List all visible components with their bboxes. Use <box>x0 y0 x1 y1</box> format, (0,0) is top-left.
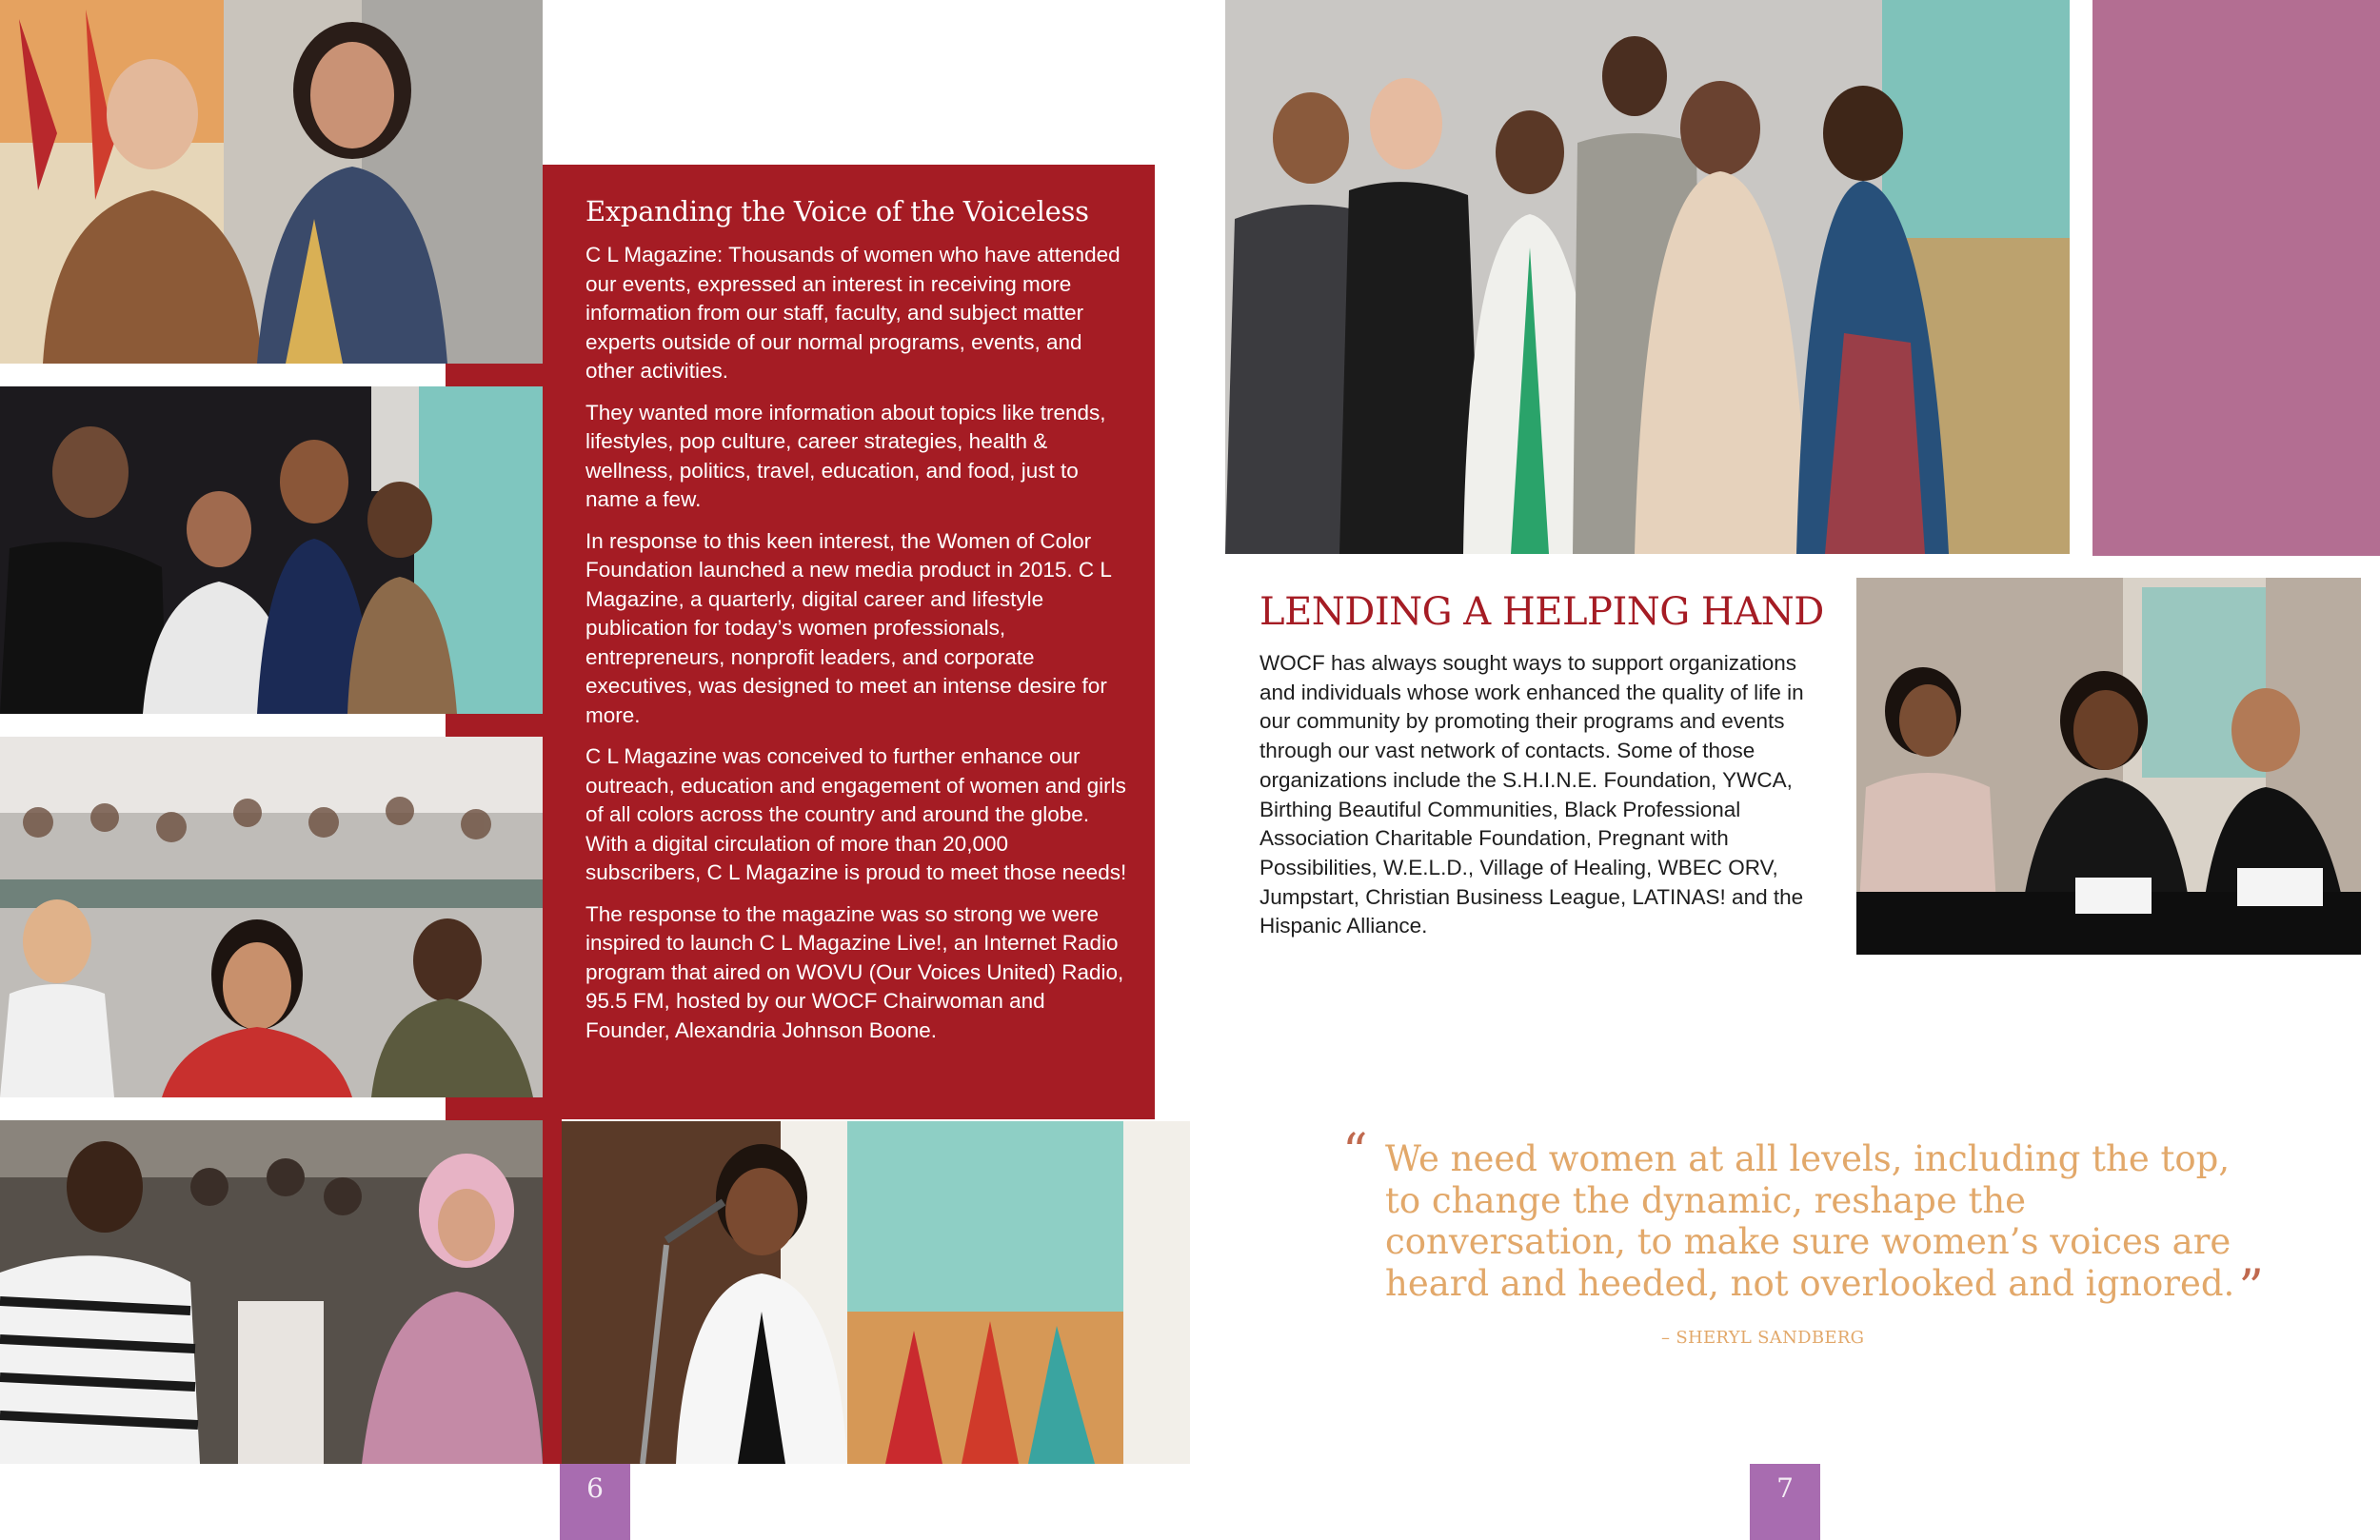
red-strip-2 <box>446 714 550 737</box>
article-paragraph: In response to this keen interest, the Women of Color Foundation launched a new media product in 2015. C L Magazine, a quarterly, digital career and lifestyle publication for today’s women professionals, entrepreneurs, nonprofit leaders, and corporate executives, was designed to meet an intense desire for more. <box>585 528 1112 727</box>
article-paragraph: They wanted more information about topics like trends, lifestyles, pop culture, career strategies, health & wellness, politics, travel, education, and food, just to name a few. <box>585 400 1106 511</box>
page-number-right: 7 <box>1750 1464 1820 1540</box>
photo-group <box>1225 0 2070 554</box>
quote-author: – SHERYL SANDBERG <box>1661 1328 1865 1348</box>
photo-four-women <box>0 386 543 714</box>
red-strip-4 <box>543 1114 562 1464</box>
article-voice-of-voiceless <box>543 165 1155 1119</box>
decorative-mauve-block <box>2092 0 2380 556</box>
photo-panel <box>1856 578 2361 955</box>
article-paragraph: C L Magazine: Thousands of women who have attended our events, expressed an interest in receiving more information from our staff, faculty, and subject matter experts outside of our normal programs, events, and other activities. <box>585 243 1121 383</box>
photo-networking <box>0 1120 543 1464</box>
pull-quote <box>1342 1124 2264 1317</box>
section-title-helping-hand: LENDING A HELPING HAND <box>1259 590 1824 634</box>
quote-close-mark: ” <box>2238 1259 2264 1317</box>
quote-open-mark: “ <box>1342 1124 1368 1181</box>
quote-text: We need women at all levels, including the top, to change the dynamic, reshape the conversation, to make sure women’s voices are heard and heeded, not overlooked and ignored. <box>1385 1138 2235 1304</box>
page-number-left: 6 <box>560 1464 630 1540</box>
section-body-helping-hand: WOCF has always sought ways to support organizations and individuals whose work enhanced the quality of life in our community by promoting their programs and events through our vast network of contacts. Some of those organizations include the S.H.I.N.E. Foundation, YWCA, Birthing Beautiful Communities, Black Professional Association Charitable Foundation, Pregnant with Possibilities, W.E.L.D., Village of Healing, WBEC ORV, Jumpstart, Christian Business League, LATINAS! and the Hispanic Alliance. <box>1259 651 1804 938</box>
photo-audience <box>0 737 543 1097</box>
photo-speaker <box>562 1121 1190 1464</box>
red-strip-1 <box>446 364 550 386</box>
red-strip-3 <box>446 1097 550 1120</box>
photo-two-women <box>0 0 543 364</box>
article-paragraph: The response to the magazine was so strong we were inspired to launch C L Magazine Live!, an Internet Radio program that aired on WOVU (Our Voices United) Radio, 95.5 FM, hosted by our WOCF Chairwoman and Founder, Alexandria Johnson Boone. <box>585 901 1124 1042</box>
article-paragraph: C L Magazine was conceived to further enhance our outreach, education and engagement of women and girls of all colors across the country and around the globe. With a digital circulation of more than 20,000 subscribers, C L Magazine is proud to meet those needs! <box>585 744 1127 884</box>
article-title: Expanding the Voice of the Voiceless <box>585 195 1089 227</box>
